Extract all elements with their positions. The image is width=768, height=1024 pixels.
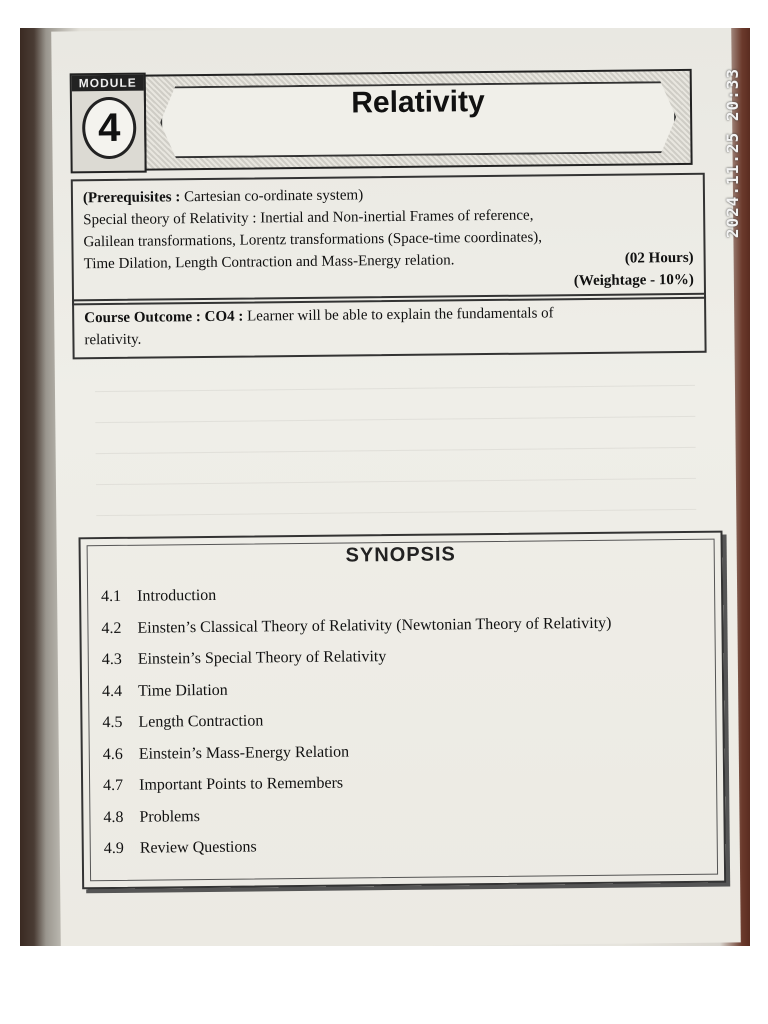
course-outcome-box <box>72 293 707 360</box>
item-number: 4.4 <box>102 682 123 700</box>
syllabus-line-2: Galilean transformations, Lorentz transformations (Space-time coordinates), <box>83 229 543 251</box>
module-label: MODULE <box>72 75 144 92</box>
item-number: 4.9 <box>103 839 124 858</box>
item-text: Einstein’s Mass-Energy Relation <box>138 743 350 763</box>
item-text: Einstein’s Special Theory of Relativity <box>137 648 387 668</box>
synopsis-title: SYNOPSIS <box>345 543 456 567</box>
item-text: Einsten’s Classical Theory of Relativity (Newtonian Theory of Relativity) <box>137 614 612 637</box>
synopsis-list <box>101 575 714 865</box>
hours-label: (02 Hours) <box>624 249 694 267</box>
chapter-title: Relativity <box>351 85 485 120</box>
photo-timestamp: 2024.11.25 20:33 <box>723 68 742 239</box>
course-outcome-label: Course Outcome : CO4 : <box>84 308 244 327</box>
weightage-label: (Weightage - 10%) <box>573 271 694 290</box>
item-text: Problems <box>139 807 200 826</box>
prerequisites-label: (Prerequisites : <box>82 189 181 207</box>
bleed-through-texture <box>95 355 697 516</box>
synopsis-box <box>79 531 727 890</box>
syllabus-line-3: Time Dilation, Length Contraction and Mass-Energy relation. <box>83 252 455 273</box>
module-badge <box>70 73 147 174</box>
item-number: 4.2 <box>101 619 122 637</box>
item-number: 4.5 <box>102 713 123 732</box>
item-text: Important Points to Remembers <box>139 774 344 794</box>
prerequisites-box <box>71 173 706 306</box>
item-text: Introduction <box>137 586 217 605</box>
item-text: Length Contraction <box>138 712 264 731</box>
item-text: Time Dilation <box>138 681 228 700</box>
item-number: 4.8 <box>103 808 124 826</box>
course-outcome-text-2: relativity. <box>84 331 142 349</box>
module-number: 4 <box>82 97 137 160</box>
title-banner <box>144 69 693 171</box>
item-text: Review Questions <box>139 838 257 857</box>
syllabus-line-1: Special theory of Relativity : Inertial and Non-inertial Frames of reference, <box>83 207 534 229</box>
item-number: 4.7 <box>103 776 124 795</box>
item-number: 4.3 <box>101 650 122 669</box>
item-number: 4.6 <box>102 745 123 763</box>
prerequisites-value: Cartesian co-ordinate system) <box>183 187 364 206</box>
course-outcome-text: Learner will be able to explain the fundamentals of <box>247 305 554 325</box>
photo-frame <box>20 28 750 946</box>
list-item <box>104 827 714 865</box>
book-page <box>51 28 741 946</box>
item-number: 4.1 <box>101 587 122 606</box>
